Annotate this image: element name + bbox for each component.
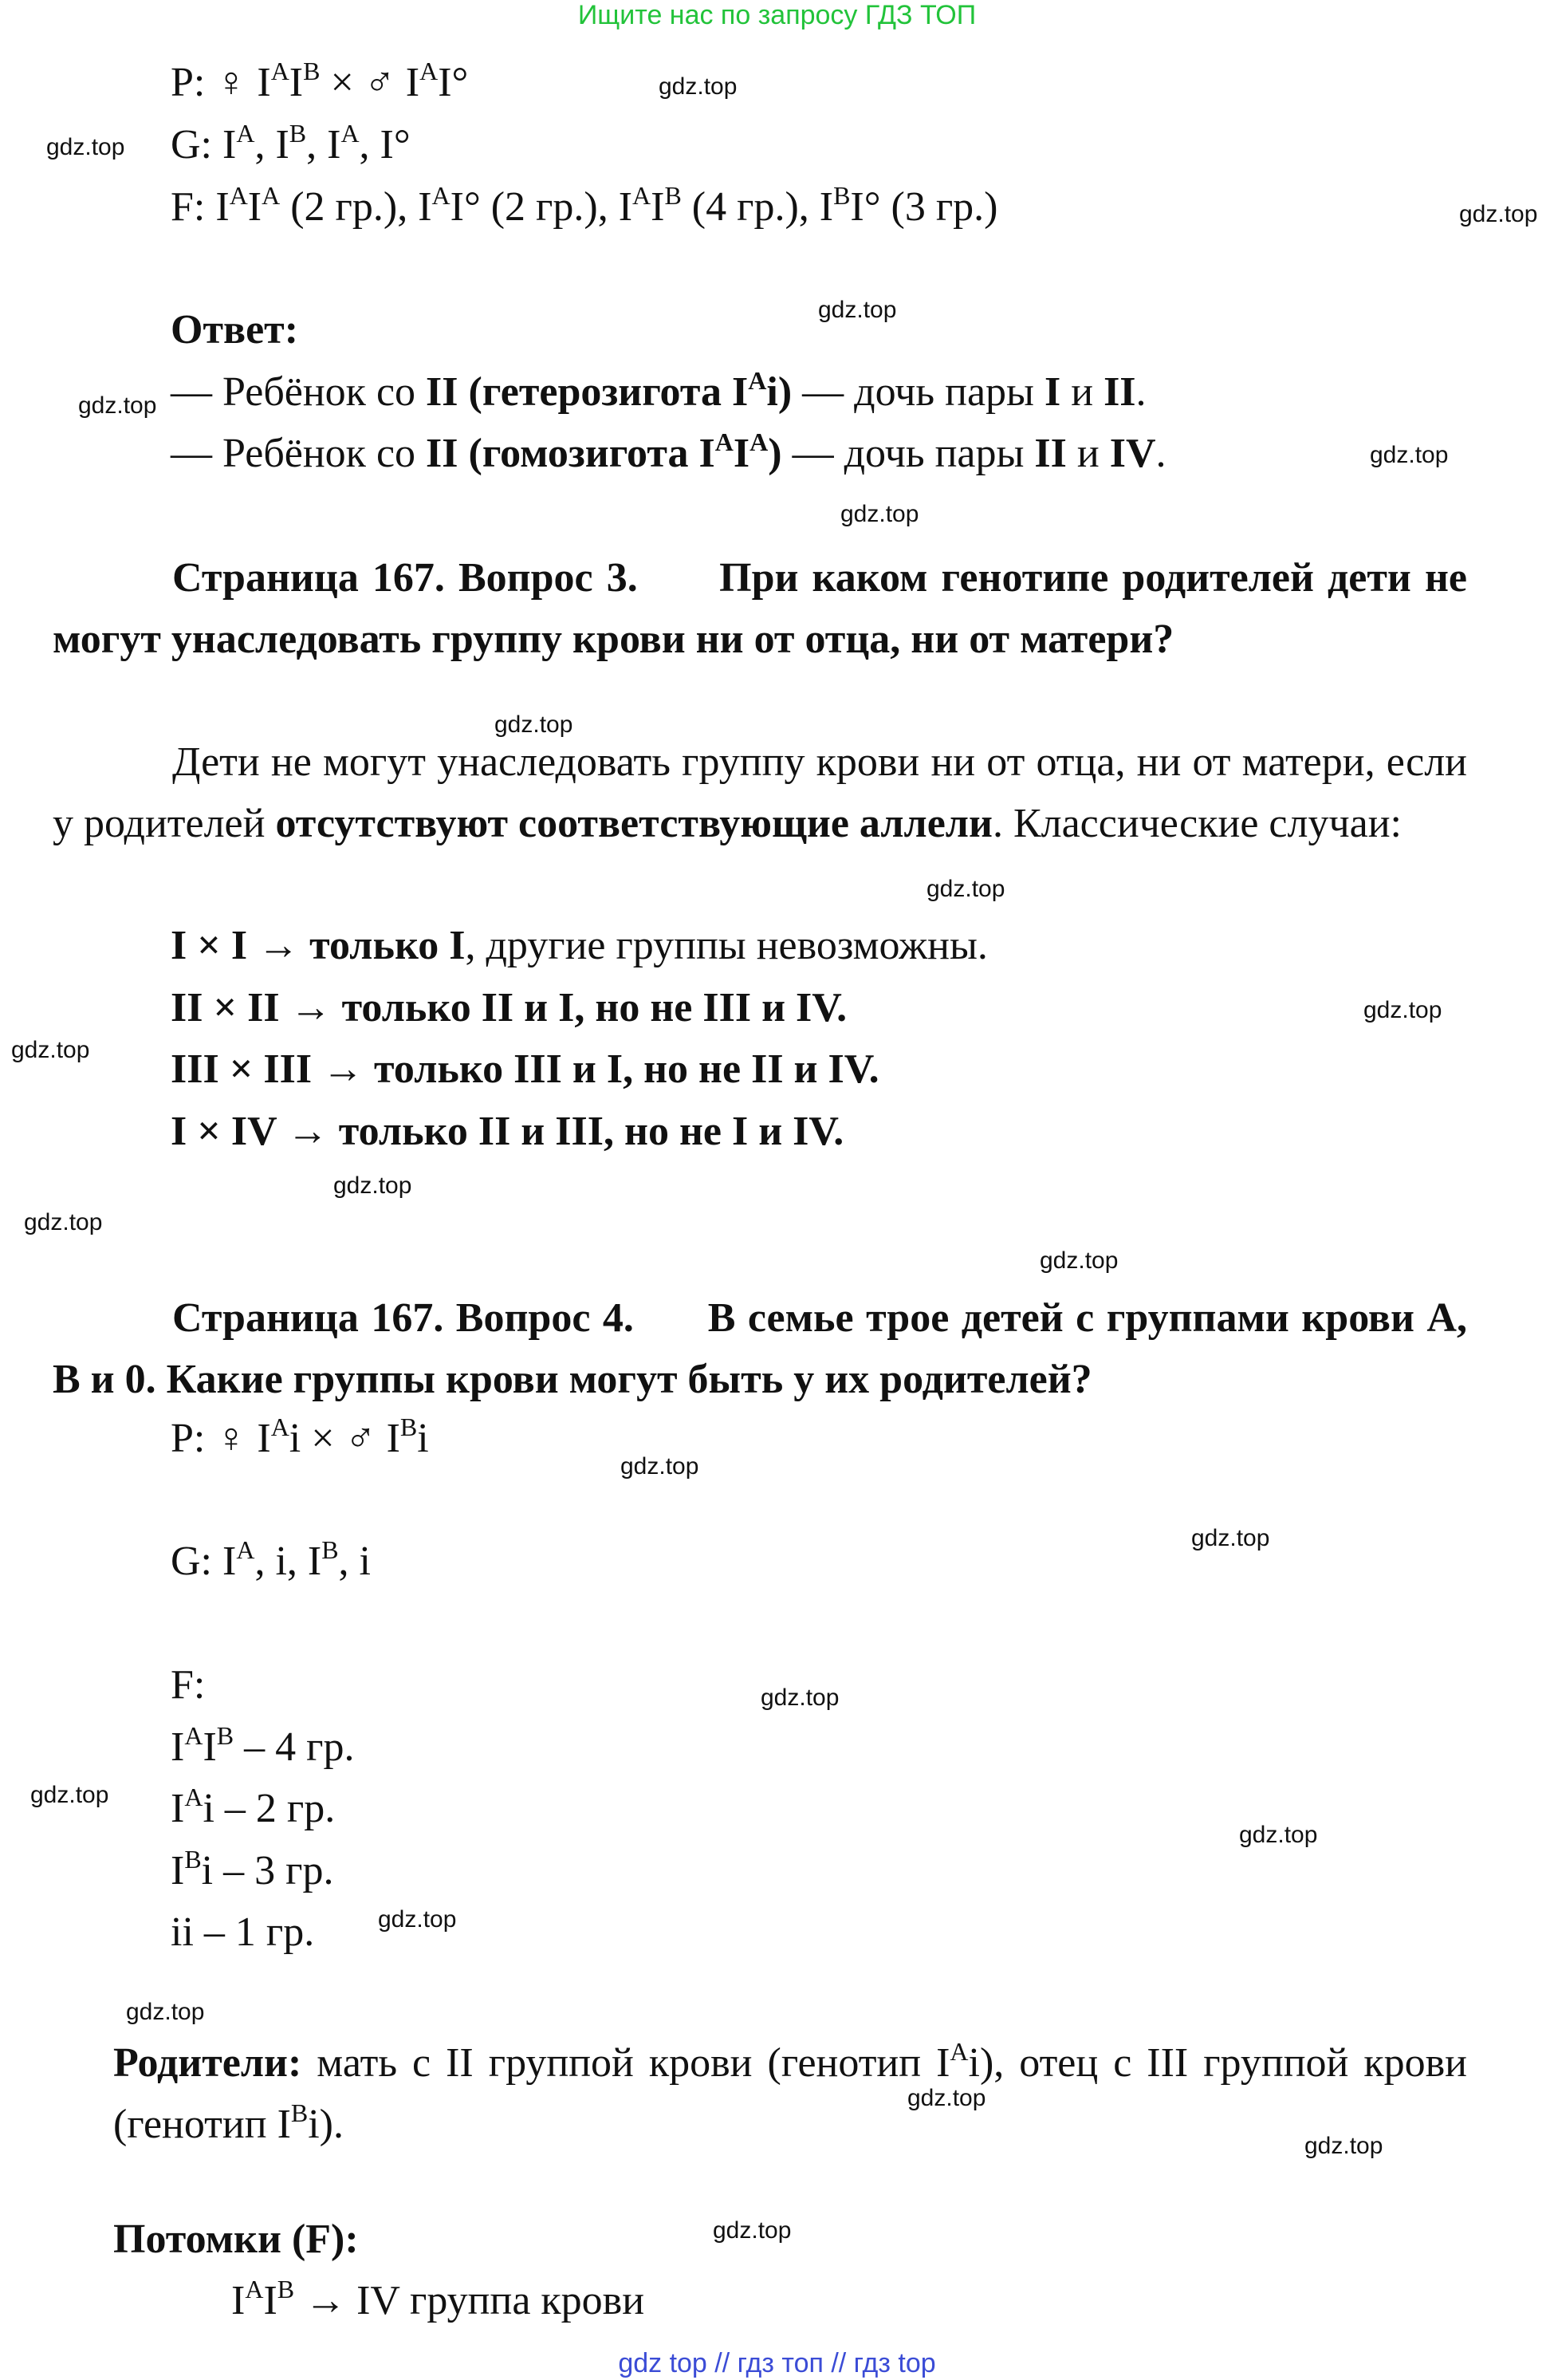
- watermark: gdz.top: [494, 711, 573, 738]
- q4-gametes-line: G: $I^A$, i, $I^B$, i: [171, 1535, 371, 1584]
- watermark: gdz.top: [46, 134, 125, 160]
- watermark: gdz.top: [1370, 442, 1449, 468]
- q4-parents-paragraph: Родители: мать с II группой крови (генотип $I^Ai$), отец с III группой крови (генотип $I^Bi$).: [113, 2037, 1467, 2147]
- answer-line-2: — Ребёнок со II (гомозигота $I^AI^A$) — дочь пары II и IV.: [171, 428, 1166, 476]
- watermark: gdz.top: [1304, 2133, 1383, 2159]
- watermark: gdz.top: [1363, 997, 1442, 1023]
- watermark: gdz.top: [126, 1999, 205, 2025]
- question-4-heading: Страница 167. Вопрос 4.: [172, 1295, 634, 1341]
- question-3-block: [53, 547, 1467, 670]
- question-3-text: При каком генотипе родителей дети не могут унаследовать группу крови ни от отца, ни от матери?: [53, 555, 1468, 662]
- ad-banner[interactable]: Ищите нас по запросу ГДЗ ТОП: [577, 0, 977, 30]
- watermark: gdz.top: [620, 1453, 699, 1480]
- watermark: gdz.top: [761, 1685, 840, 1711]
- watermark: gdz.top: [840, 501, 919, 527]
- question-4-text: В семье трое детей с группами крови А, В и 0. Какие группы крови могут быть у их родителей?: [53, 1295, 1467, 1402]
- case-2: II × II → только II и I, но не III и IV.: [171, 985, 848, 1030]
- watermark: gdz.top: [24, 1209, 103, 1235]
- watermark: gdz.top: [926, 876, 1005, 902]
- q4-offspring-label: F:: [171, 1662, 206, 1708]
- case-4: I × IV → только II и III, но не I и IV.: [171, 1109, 844, 1154]
- watermark: gdz.top: [378, 1906, 457, 1933]
- watermark: gdz.top: [659, 73, 738, 100]
- answer-title: Ответ:: [171, 307, 299, 353]
- watermark: gdz.top: [1239, 1822, 1318, 1848]
- watermark: gdz.top: [713, 2217, 792, 2244]
- watermark: gdz.top: [78, 392, 157, 419]
- watermark: gdz.top: [818, 297, 897, 323]
- case-1: I × I → только I, другие группы невозможны.: [171, 923, 988, 968]
- q4-offspring-4: ii – 1 гр.: [171, 1909, 315, 1955]
- question-3-answer-paragraph: Дети не могут унаследовать группу крови ни от отца, ни от матери, если у родителей отсутствуют соответствующие аллели. Классические случаи:: [53, 739, 1467, 846]
- footer-links[interactable]: gdz top // гдз топ // гдз top: [618, 2348, 936, 2378]
- q4-offspring-title: Потомки (F):: [113, 2216, 359, 2262]
- watermark: gdz.top: [1459, 201, 1538, 227]
- q4-offspring-2: $I^Ai - 2$ гр.: [171, 1783, 336, 1831]
- watermark: gdz.top: [1191, 1525, 1270, 1551]
- watermark: gdz.top: [1040, 1247, 1119, 1274]
- question-3-heading: Страница 167. Вопрос 3.: [172, 555, 638, 601]
- answer-line-1: — Ребёнок со II (гетерозигота $I^Ai$) — дочь пары I и II.: [171, 366, 1147, 415]
- watermark: gdz.top: [333, 1172, 412, 1199]
- cross-gametes-line: G: $I^A$, $I^B$, $I^A$, I°: [171, 119, 411, 167]
- q4-offspring-result: $I^AI^B$ → IV группа крови: [231, 2275, 645, 2323]
- question-4-block: [53, 1287, 1467, 1410]
- q4-offspring-3: $I^Bi - 3$ гр.: [171, 1845, 334, 1893]
- q4-parents-line: P: ♀ $I^Ai$ × ♂ $I^Bi$: [171, 1413, 429, 1461]
- q4-offspring-1: $I^AI^B - 4$ гр.: [171, 1721, 355, 1770]
- watermark: gdz.top: [11, 1037, 90, 1063]
- cross-offspring-line: F: $I^AI^A$ (2 гр.), $I^AI^\circ$ (2 гр.), $I^AI^B$ (4 гр.), $I^BI^\circ$ (3 гр.): [171, 181, 998, 230]
- cross-parents-line: P: ♀ $I^AI^B$ × ♂ $I^AI^\circ$: [171, 57, 469, 105]
- watermark: gdz.top: [30, 1782, 109, 1808]
- watermark: gdz.top: [907, 2085, 986, 2111]
- case-3: III × III → только III и I, но не II и IV.: [171, 1046, 879, 1092]
